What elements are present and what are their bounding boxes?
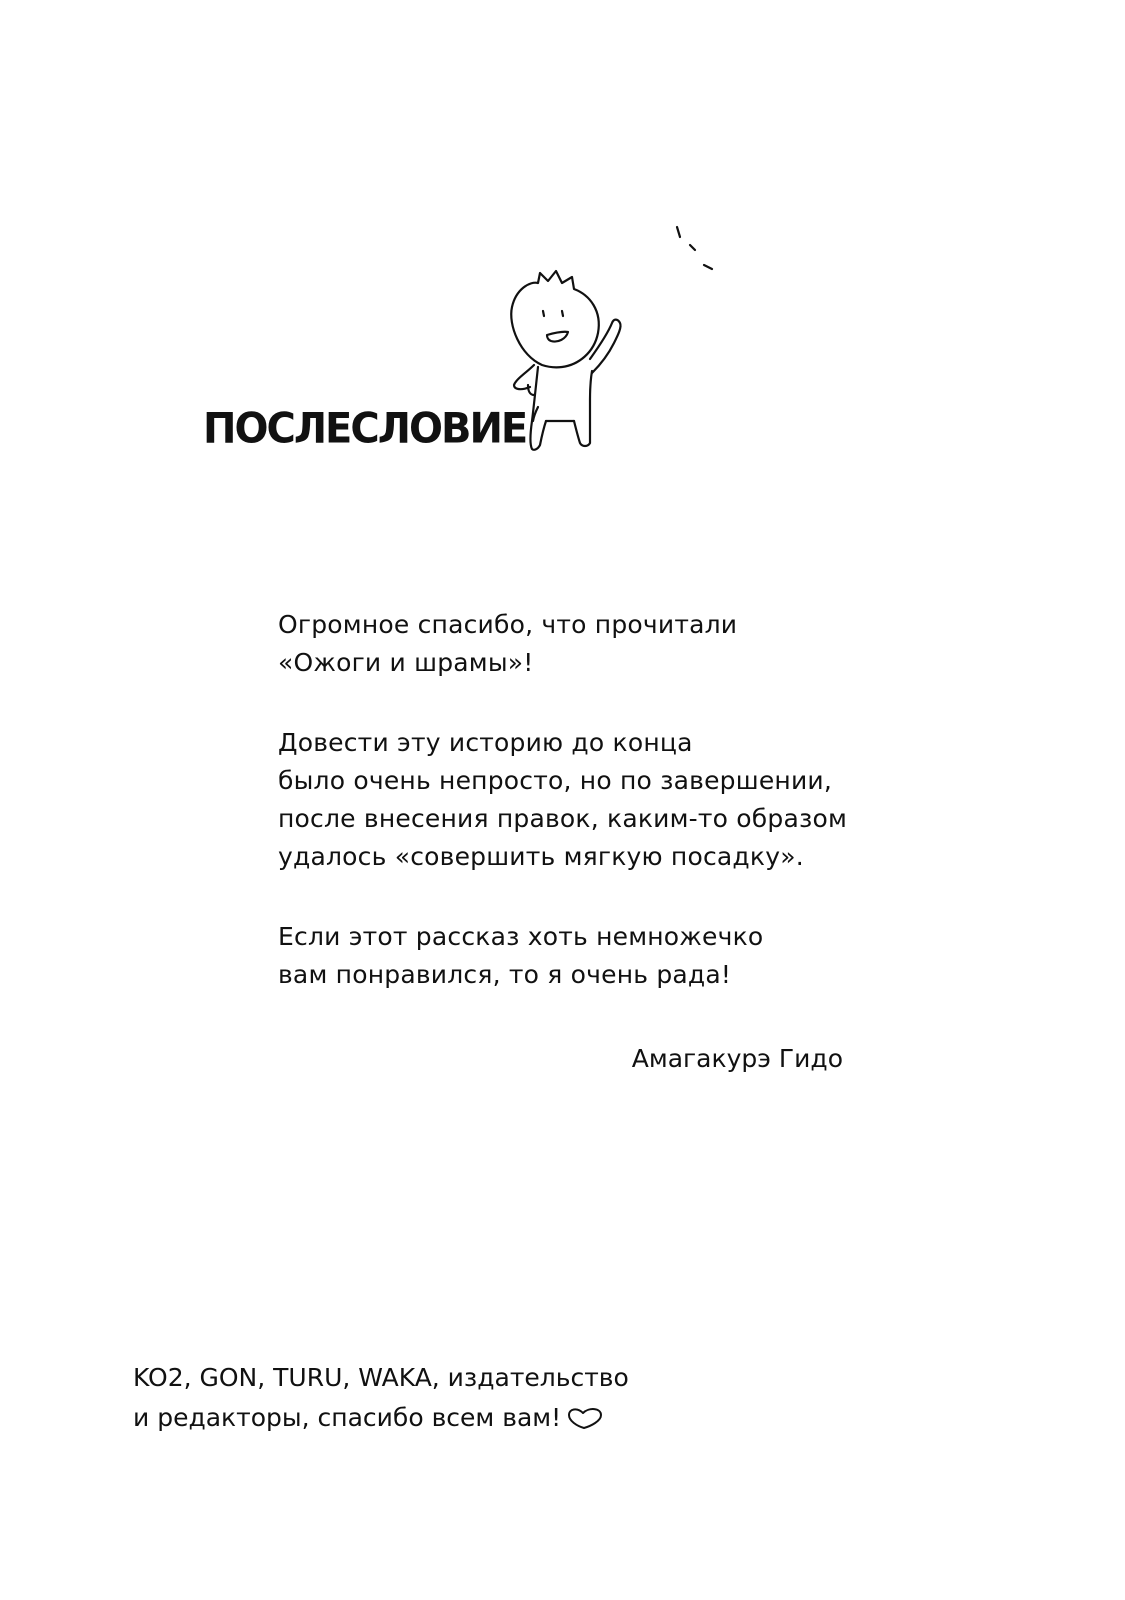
- author-signature: Амагакурэ Гидо: [631, 1044, 843, 1073]
- paragraph: [278, 724, 878, 876]
- text-line: Если этот рассказ хоть немножечко: [278, 922, 764, 951]
- text-line: было очень непросто, но по завершении,: [278, 766, 832, 795]
- text-line: Довести эту историю до конца: [278, 728, 693, 757]
- text-line: KO2, GON, TURU, WAKA, издательство: [133, 1363, 629, 1392]
- paragraph: [278, 606, 878, 682]
- text-line: Огромное спасибо, что прочитали: [278, 610, 738, 639]
- acknowledgements: [133, 1358, 629, 1438]
- text-line: удалось «совершить мягкую посадку».: [278, 842, 804, 871]
- heart-icon: [565, 1406, 605, 1430]
- text-line: вам понравился, то я очень рада!: [278, 960, 732, 989]
- page-title: ПОСЛЕСЛОВИЕ: [203, 404, 527, 454]
- text-line: «Ожоги и шрамы»!: [278, 648, 534, 677]
- text-line: [133, 1398, 629, 1438]
- paragraph: [278, 918, 878, 994]
- afterword-body: [278, 606, 878, 1036]
- text-line: после внесения правок, каким-то образом: [278, 804, 848, 833]
- waving-character-illustration: [490, 215, 730, 465]
- thanks-text: и редакторы, спасибо всем вам!: [133, 1403, 562, 1432]
